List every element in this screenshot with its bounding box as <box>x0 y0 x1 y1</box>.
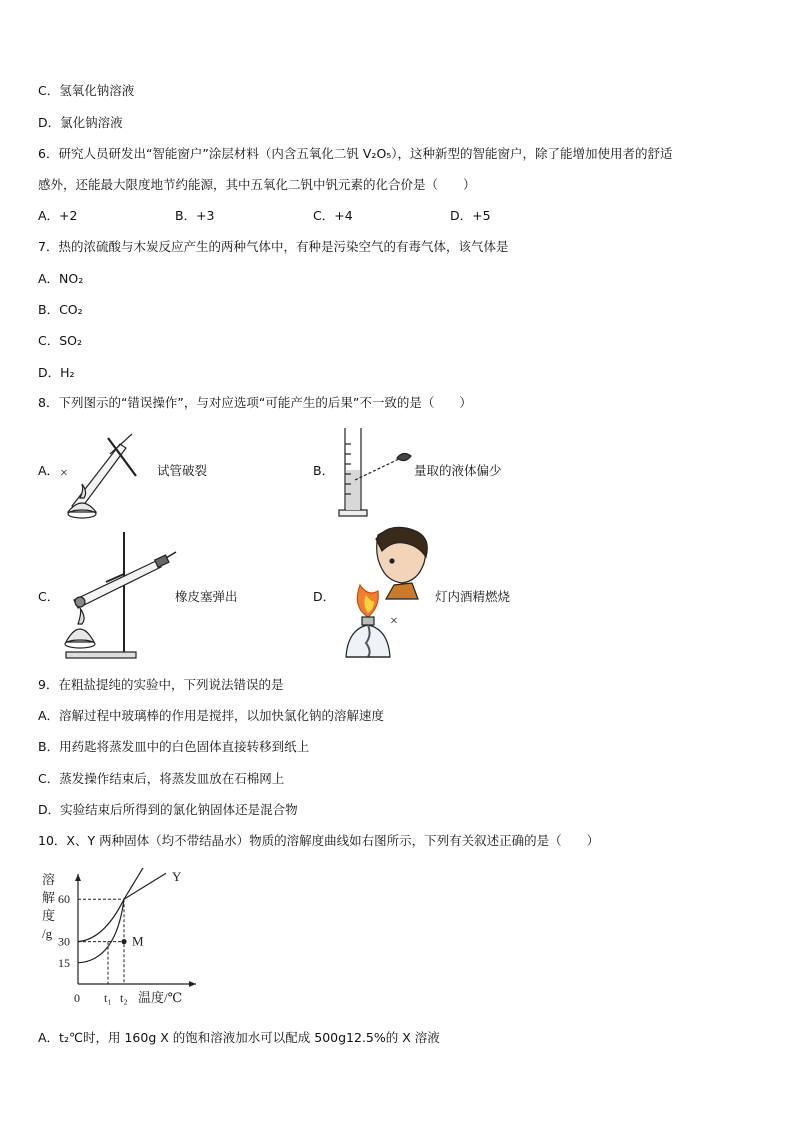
q8-figure-c-caption: 橡皮塞弹出 <box>175 589 238 604</box>
chart-point-m-label: M <box>132 933 144 949</box>
chart-ytick-label: 30 <box>58 934 70 949</box>
q7-option-d: D．H₂ <box>38 365 75 380</box>
q8-figure-c-test-tube-stand <box>60 530 180 662</box>
chart-ylabel <box>42 872 55 941</box>
q6-stem-line1: 6．研究人员研发出“智能窗户”涂层材料（内含五氧化二钒 V₂O₅），这种新型的智能窗户，除了能增加使用者的舒适 <box>38 146 673 161</box>
chart-ytick-label: 60 <box>58 892 70 907</box>
q8-figure-d-letter: D． <box>313 589 336 604</box>
q6-option-b: B．+3 <box>175 208 215 223</box>
q9-stem: 9．在粗盐提纯的实验中，下列说法错误的是 <box>38 677 284 692</box>
q8-figure-c-letter: C． <box>38 589 60 604</box>
chart-x-axis-arrow <box>189 981 196 987</box>
chart-origin-label: 0 <box>74 991 80 1005</box>
q7-option-b: B．CO₂ <box>38 302 83 317</box>
chart-y-axis-arrow <box>75 874 81 881</box>
chart-point-m <box>121 939 126 944</box>
q9-option-b: B．用药匙将蒸发皿中的白色固体直接转移到纸上 <box>38 739 310 754</box>
q8-figure-d-alcohol-lamp-blowing <box>338 525 438 665</box>
q10-solubility-chart <box>38 868 208 1014</box>
q7-option-c: C．SO₂ <box>38 333 83 348</box>
q8-figure-d-caption: 灯内酒精燃烧 <box>435 589 511 604</box>
q8-figure-b-graduated-cylinder <box>335 424 415 520</box>
chart-ylabel-char: 溶 <box>42 872 56 887</box>
q6-stem-line2: 感外，还能最大限度地节约能源，其中五氧化二钒中钒元素的化合价是（ ） <box>38 177 476 192</box>
chart-series-y-label: Y <box>172 869 182 885</box>
q8-figure-a-cross: × <box>60 466 68 481</box>
q8-stem: 8．下列图示的“错误操作”，与对应选项“可能产生的后果”不一致的是（ ） <box>38 395 472 410</box>
q8-figure-a-test-tube-heating <box>58 428 148 520</box>
q8-figure-b-caption: 量取的液体偏少 <box>414 463 502 478</box>
q10-stem: 10．X、Y 两种固体（均不带结晶水）物质的溶解度曲线如右图所示，下列有关叙述正确的是（ ） <box>38 833 600 848</box>
q10-option-a: A．t₂℃时，用 160g X 的饱和溶液加水可以配成 500g12.5%的 X 溶液 <box>38 1030 440 1045</box>
chart-xtick-label: t₁ <box>104 991 112 1005</box>
chart-xtick-label: t₂ <box>120 991 128 1005</box>
q8-figure-a-caption: 试管破裂 <box>157 463 208 478</box>
q9-option-c: C．蒸发操作结束后，将蒸发皿放在石棉网上 <box>38 771 285 786</box>
q9-option-a: A．溶解过程中玻璃棒的作用是搅拌，以加快氯化钠的溶解速度 <box>38 708 385 723</box>
q8-figure-a-letter: A． <box>38 463 60 478</box>
q7-stem: 7．热的浓硫酸与木炭反应产生的两种气体中，有种是污染空气的有毒气体，该气体是 <box>38 239 509 254</box>
chart-ylabel-char: /g <box>42 926 53 941</box>
q6-option-a: A．+2 <box>38 208 78 223</box>
prev-option-c: C．氢氧化钠溶液 <box>38 83 135 98</box>
chart-series-y-curve <box>78 873 166 941</box>
chart-series-x-curve <box>78 868 158 963</box>
q7-option-a: A．NO₂ <box>38 271 84 286</box>
chart-ylabel-char: 度 <box>42 908 56 923</box>
q8-figure-d-cross: × <box>390 614 398 629</box>
prev-option-d: D．氯化钠溶液 <box>38 115 123 130</box>
q6-option-d: D．+5 <box>450 208 491 223</box>
chart-xlabel: 温度/℃ <box>138 990 183 1005</box>
q6-option-c: C．+4 <box>313 208 353 223</box>
q8-figure-b-letter: B． <box>313 463 335 478</box>
chart-ylabel-char: 解 <box>42 890 56 905</box>
chart-ytick-label: 15 <box>58 955 70 970</box>
q9-option-d: D．实验结束后所得到的氯化钠固体还是混合物 <box>38 802 298 817</box>
